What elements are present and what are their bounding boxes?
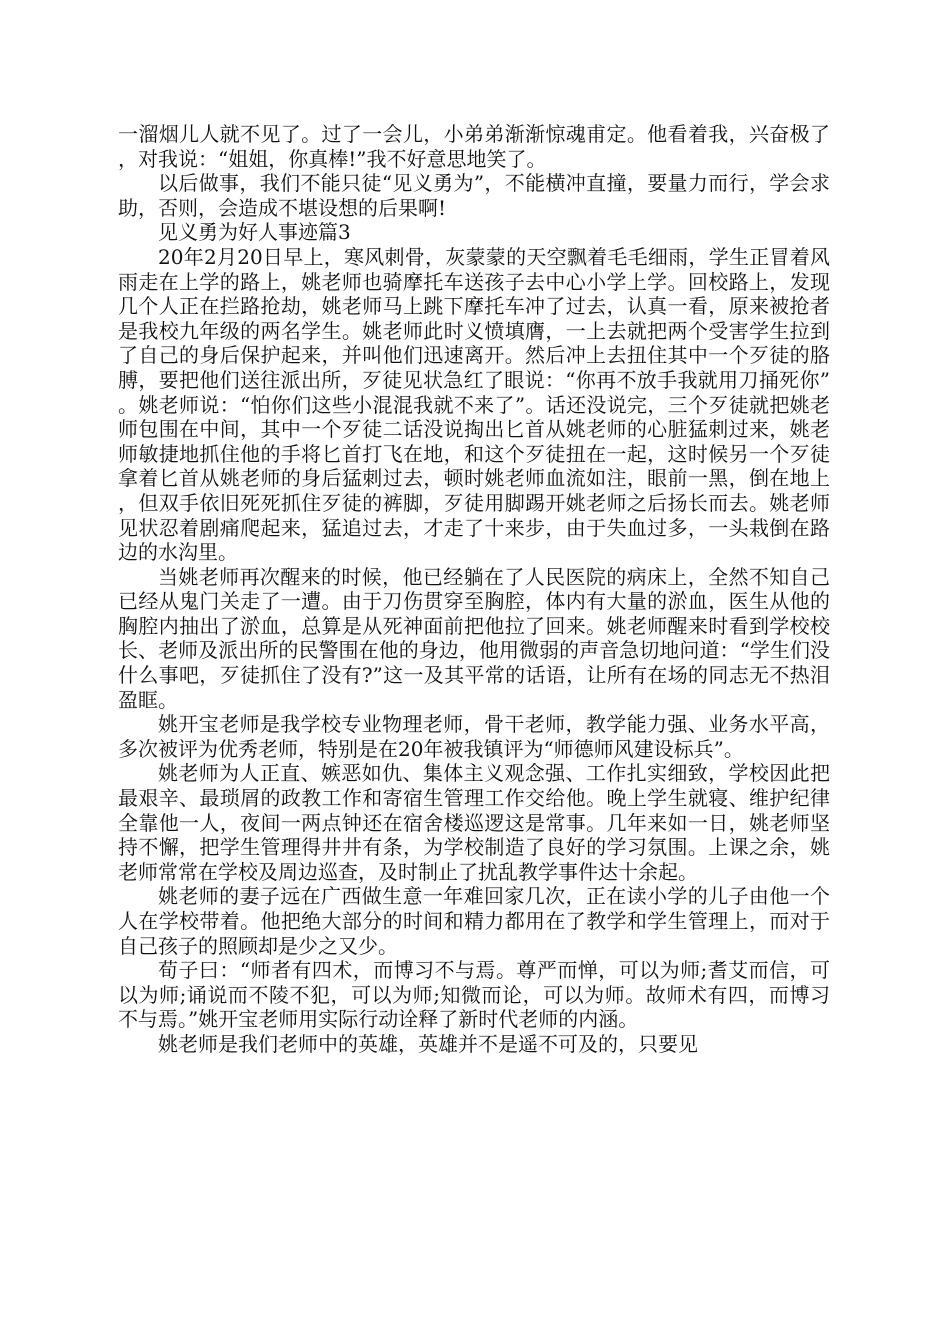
section-heading: 见义勇为好人事迹篇3 (158, 220, 351, 245)
paragraph-continuation: 一溜烟儿人就不见了。过了一会儿，小弟弟渐渐惊魂甫定。他看着我，兴奋极了，对我说：“姐姐，你真棒!”我不好意思地笑了。 (118, 122, 830, 171)
paragraph: 以后做事，我们不能只徒“见义勇为”，不能横冲直撞，要量力而行，学会求助，否则，会造成不堪设想的后果啊! (118, 171, 830, 220)
paragraph: 姚老师为人正直、嫉恶如仇、集体主义观念强、工作扎实细致，学校因此把最艰辛、最琐屑的政教工作和寄宿生管理工作交给他。晚上学生就寝、维护纪律全靠他一人，夜间一两点钟还在宿舍楼巡逻这是常事。几年来如一日，姚老师坚持不懈，把学生管理得井井有条，为学校制造了良好的学习氛围。上课之余，姚老师常常在学校及周边巡查，及时制止了扰乱教学事件达十余起。 (118, 761, 830, 884)
paragraph: 姚开宝老师是我学校专业物理老师，骨干老师，教学能力强、业务水平高，多次被评为优秀老师，特别是在20年被我镇评为“师德师风建设标兵”。 (118, 712, 830, 761)
paragraph: 20年2月20日早上，寒风刺骨，灰蒙蒙的天空飘着毛毛细雨，学生正冒着风雨走在上学的路上，姚老师也骑摩托车送孩子去中心小学上学。回校路上，发现几个人正在拦路抢劫，姚老师马上跳下摩托车冲了过去，认真一看，原来被抢者是我校九年级的两名学生。姚老师此时义愤填膺，一上去就把两个受害学生拉到了自己的身后保护起来，并叫他们迅速离开。然后冲上去扭住其中一个歹徒的胳膊，要把他们送往派出所，歹徒见状急红了眼说：“你再不放手我就用刀捅死你”。姚老师说：“怕你们这些小混混我就不来了”。话还没说完，三个歹徒就把姚老师包围在中间，其中一个歹徒二话没说掏出匕首从姚老师的心脏猛刺过来，姚老师敏捷地抓住他的手将匕首打飞在地，和这个歹徒扭在一起，这时候另一个歹徒拿着匕首从姚老师的身后猛刺过去，顿时姚老师血流如注，眼前一黑，倒在地上，但双手依旧死死抓住歹徒的裤脚，歹徒用脚踢开姚老师之后扬长而去。姚老师见状忍着剧痛爬起来，猛追过去，才走了十来步，由于失血过多，一头栽倒在路边的水沟里。 (118, 244, 830, 565)
document-body (118, 122, 830, 1057)
paragraph: 姚老师是我们老师中的英雄，英雄并不是遥不可及的，只要见 (158, 1031, 698, 1056)
paragraph: 荀子曰：“师者有四术，而博习不与焉。尊严而惮，可以为师;耆艾而信，可以为师;诵说而不陵不犯，可以为师;知微而论，可以为师。故师术有四，而博习不与焉。”姚开宝老师用实际行动诠释了新时代老师的内涵。 (118, 958, 830, 1032)
paragraph: 姚老师的妻子远在广西做生意一年难回家几次，正在读小学的儿子由他一个人在学校带着。他把绝大部分的时间和精力都用在了教学和学生管理上，而对于自己孩子的照顾却是少之又少。 (118, 884, 830, 958)
paragraph: 当姚老师再次醒来的时候，他已经躺在了人民医院的病床上，全然不知自己已经从鬼门关走了一遭。由于刀伤贯穿至胸腔，体内有大量的淤血，医生从他的胸腔内抽出了淤血，总算是从死神面前把他拉了回来。姚老师醒来时看到学校校长、老师及派出所的民警围在他的身边，他用微弱的声音急切地问道：“学生们没什么事吧，歹徒抓住了没有?”这一及其平常的话语，让所有在场的同志无不热泪盈眶。 (118, 564, 830, 712)
